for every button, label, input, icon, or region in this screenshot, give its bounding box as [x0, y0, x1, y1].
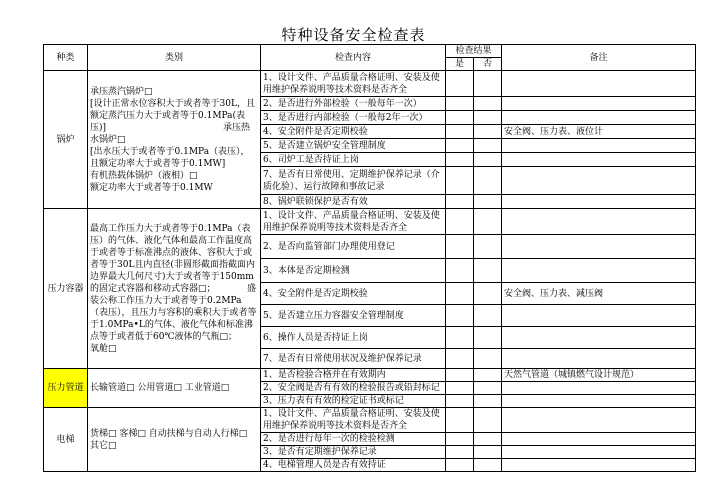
- remark-cell: [502, 111, 696, 125]
- check-item: 3、压力表有有效的检定证书或标记: [261, 395, 446, 408]
- result-yes-cell[interactable]: [446, 408, 474, 433]
- kind-boiler: 锅炉: [44, 71, 88, 209]
- result-no-cell[interactable]: [474, 167, 502, 195]
- result-no-cell[interactable]: [474, 349, 502, 369]
- result-no-cell[interactable]: [474, 327, 502, 349]
- result-yes-cell[interactable]: [446, 283, 474, 305]
- header-remark: 备注: [502, 45, 696, 71]
- result-no-cell[interactable]: [474, 369, 502, 382]
- remark-cell: [502, 459, 696, 472]
- remark-cell: [502, 97, 696, 111]
- result-yes-cell[interactable]: [446, 209, 474, 235]
- remark-pressure-pipe: 天然气管道（城镇燃气设计规范）: [502, 369, 696, 382]
- result-yes-cell[interactable]: [446, 153, 474, 167]
- check-item: 4、安全附件是否定期校验: [261, 283, 446, 305]
- category-boiler: 承压蒸汽锅炉□ [设计正常水位容积大于或者等于30L，且额定蒸汽压力大于或者等于0.1MPa(表压)] 承压热水锅炉□ [出水压大于或者等于0.1MPa（表压），且额定功率大于或者等于0.1MW] 有机热载体锅炉（液相）□ 额定功率大于或者等于0.1MW: [88, 71, 261, 209]
- check-item: 7、是否有日常使用、定期维护保养记录（介质化验）、运行故障和事故记录: [261, 167, 446, 195]
- check-item: 1、设计文件、产品质量合格证明、安装及使用维护保养说明等技术资料是否齐全: [261, 209, 446, 235]
- remark-pressure-vessel: 安全阀、压力表、减压阀: [502, 283, 696, 305]
- check-item: 5、是否建立锅炉安全管理制度: [261, 139, 446, 153]
- header-no: 否: [474, 58, 502, 71]
- inspection-table: [43, 44, 696, 472]
- result-no-cell[interactable]: [474, 395, 502, 408]
- check-item: 3、是否进行内部检验（一般每2年一次）: [261, 111, 446, 125]
- result-yes-cell[interactable]: [446, 125, 474, 139]
- check-item: 6、操作人员是否持证上岗: [261, 327, 446, 349]
- remark-cell: [502, 349, 696, 369]
- result-no-cell[interactable]: [474, 382, 502, 395]
- remark-cell: [502, 395, 696, 408]
- header-kind: 种类: [44, 45, 88, 71]
- result-no-cell[interactable]: [474, 111, 502, 125]
- check-item: 1、设计文件、产品质量合格证明、安装及使用维护保养说明等技术资料是否齐全: [261, 408, 446, 433]
- result-yes-cell[interactable]: [446, 369, 474, 382]
- result-no-cell[interactable]: [474, 153, 502, 167]
- kind-elevator: 电梯: [44, 408, 88, 472]
- result-no-cell[interactable]: [474, 446, 502, 459]
- result-no-cell[interactable]: [474, 97, 502, 111]
- check-item: 4、安全附件是否定期校验: [261, 125, 446, 139]
- result-yes-cell[interactable]: [446, 446, 474, 459]
- remark-boiler: 安全阀、压力表、液位计: [502, 125, 696, 139]
- result-yes-cell[interactable]: [446, 195, 474, 209]
- category-pressure-vessel: 最高工作压力大于或者等于0.1MPa（表压）的气体、液化气体和最高工作温度高于或者等于标准沸点的液体、容积大于或者等于30L且内直径(非圆形截面指截面内边界最大几何尺寸)大于或者等于150mm的固定式容器和移动式容器□； 盛装公称工作压力大于或者等于0.2MPa（表压），且压力与容积的乘积大于或者等于1.0MPa•L的气体、液化气体和标准沸点等于或者低于60℃液体的气瓶□； 氧舱□: [88, 209, 261, 369]
- remark-cell: [502, 209, 696, 235]
- remark-elevator: [502, 408, 696, 433]
- result-no-cell[interactable]: [474, 209, 502, 235]
- check-item: 1、设计文件、产品质量合格证明、安装及使用维护保养说明等技术资料是否齐全: [261, 71, 446, 97]
- remark-cell: [502, 446, 696, 459]
- result-no-cell[interactable]: [474, 259, 502, 283]
- result-yes-cell[interactable]: [446, 327, 474, 349]
- kind-pressure-vessel: 压力容器: [44, 209, 88, 369]
- result-yes-cell[interactable]: [446, 349, 474, 369]
- result-yes-cell[interactable]: [446, 259, 474, 283]
- check-item: 5、是否建立压力容器安全管理制度: [261, 305, 446, 327]
- remark-cell: [502, 71, 696, 97]
- page-title: 特种设备安全检查表: [281, 26, 426, 44]
- check-item: 3、是否有定期维护保养记录: [261, 446, 446, 459]
- remark-cell: [502, 433, 696, 446]
- result-yes-cell[interactable]: [446, 395, 474, 408]
- remark-cell: [502, 167, 696, 195]
- category-elevator: 货梯□ 客梯□ 自动扶梯与自动人行梯□ 其它□: [88, 408, 261, 472]
- header-content: 检查内容: [261, 45, 446, 71]
- check-item: 4、电梯管理人员是否有效持证: [261, 459, 446, 472]
- result-no-cell[interactable]: [474, 433, 502, 446]
- category-pressure-pipe: 长输管道□ 公用管道□ 工业管道□: [88, 369, 261, 408]
- check-item: 1、是否检验合格并在有效期内: [261, 369, 446, 382]
- header-result: 检查结果: [446, 45, 502, 58]
- result-no-cell[interactable]: [474, 139, 502, 153]
- remark-cell: [502, 235, 696, 259]
- check-item: 3、本体是否定期检测: [261, 259, 446, 283]
- check-item: 2、安全阀是否有有效的检验报告或铅封标记: [261, 382, 446, 395]
- result-no-cell[interactable]: [474, 71, 502, 97]
- check-item: 2、是否进行每年一次的检验检测: [261, 433, 446, 446]
- result-yes-cell[interactable]: [446, 235, 474, 259]
- remark-cell: [502, 305, 696, 327]
- remark-cell: [502, 259, 696, 283]
- result-yes-cell[interactable]: [446, 71, 474, 97]
- result-no-cell[interactable]: [474, 408, 502, 433]
- remark-cell: [502, 139, 696, 153]
- check-item: 6、司炉工是否持证上岗: [261, 153, 446, 167]
- result-no-cell[interactable]: [474, 125, 502, 139]
- result-yes-cell[interactable]: [446, 382, 474, 395]
- result-yes-cell[interactable]: [446, 433, 474, 446]
- result-no-cell[interactable]: [474, 235, 502, 259]
- result-no-cell[interactable]: [474, 283, 502, 305]
- check-item: 2、是否进行外部检验（一般每年一次）: [261, 97, 446, 111]
- remark-cell: [502, 153, 696, 167]
- remark-cell: [502, 382, 696, 395]
- result-yes-cell[interactable]: [446, 167, 474, 195]
- check-item: 8、锅炉联锁保护是否有效: [261, 195, 446, 209]
- check-item: 2、是否向监管部门办理使用登记: [261, 235, 446, 259]
- kind-pressure-pipe: 压力管道: [44, 369, 88, 408]
- result-no-cell[interactable]: [474, 305, 502, 327]
- remark-cell: [502, 327, 696, 349]
- result-yes-cell[interactable]: [446, 459, 474, 472]
- remark-cell: [502, 195, 696, 209]
- result-no-cell[interactable]: [474, 459, 502, 472]
- result-yes-cell[interactable]: [446, 305, 474, 327]
- result-yes-cell[interactable]: [446, 139, 474, 153]
- result-no-cell[interactable]: [474, 195, 502, 209]
- header-category: 类别: [88, 45, 261, 71]
- header-yes: 是: [446, 58, 474, 71]
- result-yes-cell[interactable]: [446, 111, 474, 125]
- check-item: 7、是否有日常使用状况及维护保养记录: [261, 349, 446, 369]
- result-yes-cell[interactable]: [446, 97, 474, 111]
